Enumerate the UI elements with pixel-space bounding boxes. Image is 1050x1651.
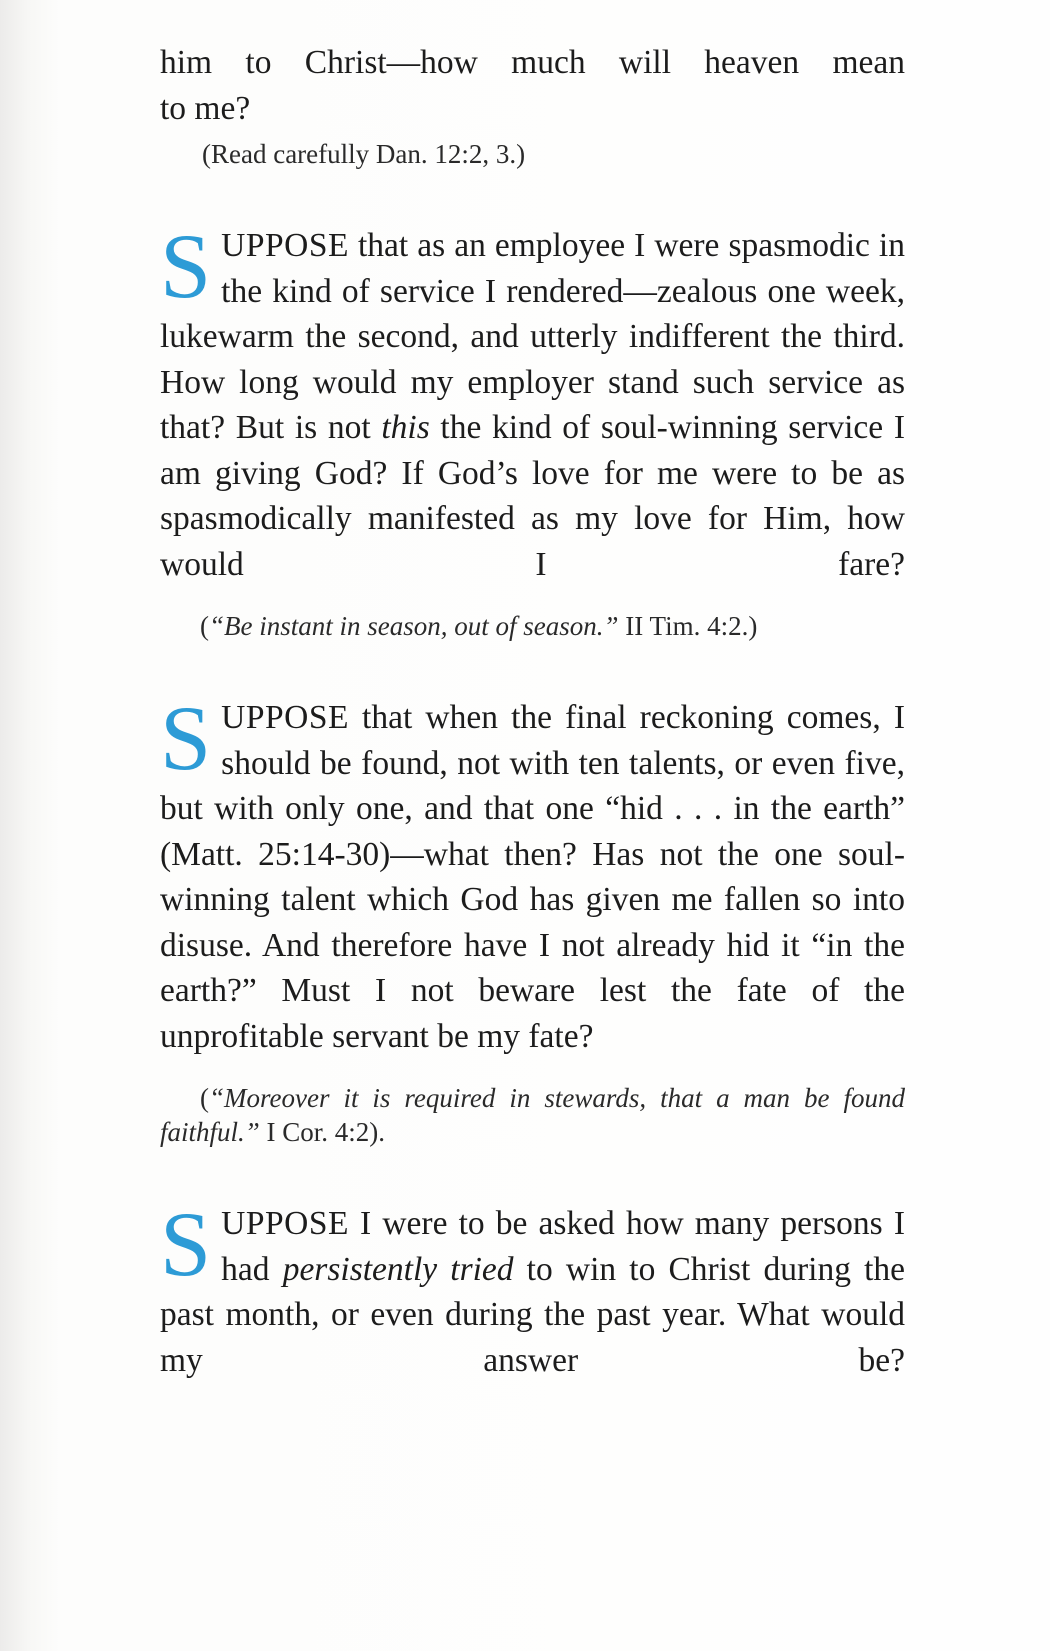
section-3 — [160, 1193, 906, 1383]
emphasis: persistently tried — [282, 1250, 514, 1288]
section-2-reference — [160, 1081, 905, 1149]
section-1-reference — [160, 609, 905, 643]
lead-word: UPPOSE — [221, 227, 349, 264]
lead-word: UPPOSE — [221, 699, 349, 736]
intro-line-1 — [160, 40, 905, 86]
intro-line-2-text: to me? — [160, 89, 251, 127]
lead-word: UPPOSE — [221, 1205, 349, 1242]
section-1-paragraph — [160, 215, 905, 587]
drop-cap: S — [160, 215, 212, 317]
section-1 — [160, 215, 905, 643]
section-3-text-cont: to win to Christ during the past month, or even during the past year. What would my answer be? — [160, 1250, 906, 1379]
drop-cap: S — [160, 1193, 212, 1295]
text-column — [160, 40, 905, 1383]
section-2-paragraph — [160, 687, 905, 1059]
ref-open: ( — [200, 611, 209, 641]
ref-quote: “Moreover it is required in stewards, that a man be found faithful.” — [160, 1083, 905, 1147]
intro-line-1-text: him to Christ—how much will heaven mean — [160, 44, 905, 81]
section-1-text-cont: the kind of soul-winning service I am giving God? If God’s love for me were to be as spasmodically manifested as my love for Him, how would I fare? — [160, 409, 905, 583]
ref-citation: II Tim. 4:2.) — [618, 611, 758, 641]
section-1-text: that as an employee I were spasmodic in the kind of service I rendered—zealous one week, lukewarm the second, and utterly indifferent the third. How long would my employer stand such service as that? But is not — [160, 227, 905, 446]
intro-line-2 — [160, 86, 905, 132]
emphasis: this — [381, 409, 430, 446]
ref-quote: “Be instant in season, out of season.” — [209, 611, 619, 641]
ref-open: ( — [200, 1083, 209, 1113]
section-3-paragraph — [160, 1193, 906, 1383]
intro-reference: (Read carefully Dan. 12:2, 3.) — [202, 139, 526, 169]
ref-citation: I Cor. 4:2). — [259, 1117, 386, 1147]
section-2 — [160, 687, 905, 1149]
drop-cap: S — [160, 687, 212, 789]
section-2-text: that when the final reckoning comes, I should be found, not with ten talents, or even five, but with only one, and that one “hid . . . in the earth” (Matt. 25:14-30)—what then? Has not the one soul-winning talent which God has given me fallen so into disuse. And therefore have I not already hid it “in the earth?” Must I not beware lest the fate of the unprofitable servant be my fate? — [160, 699, 905, 1055]
section-3-text: I were to be asked how many persons I had — [221, 1205, 905, 1288]
